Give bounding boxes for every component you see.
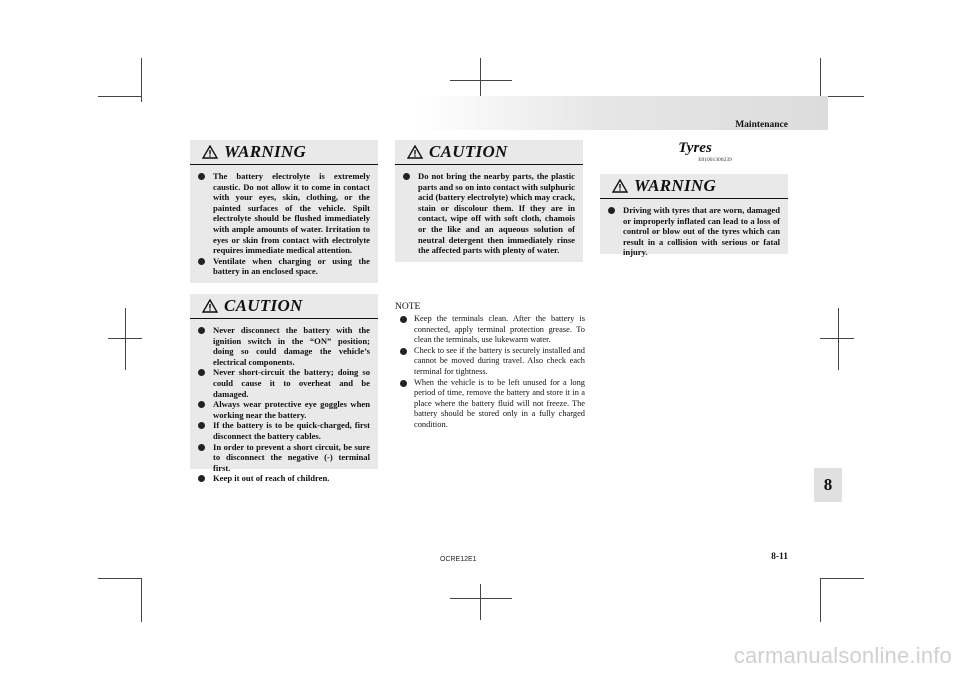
crop-mark bbox=[820, 578, 864, 579]
tyres-code: E01001300239 bbox=[698, 157, 732, 163]
crop-mark bbox=[838, 308, 839, 370]
page-number: 8-11 bbox=[771, 552, 788, 562]
bullet-icon bbox=[198, 444, 205, 451]
warning-triangle-icon bbox=[202, 299, 218, 313]
caution-header bbox=[190, 294, 378, 319]
bullet-icon bbox=[403, 173, 410, 180]
crop-mark bbox=[820, 338, 854, 339]
warning-header bbox=[190, 140, 378, 165]
crop-mark bbox=[98, 578, 142, 579]
crop-mark bbox=[450, 598, 512, 599]
bullet-icon bbox=[198, 258, 205, 265]
warning-title: WARNING bbox=[224, 142, 307, 161]
crop-mark bbox=[108, 338, 142, 339]
warning-list bbox=[190, 165, 378, 283]
tyres-heading: Tyres bbox=[678, 140, 712, 156]
bullet-icon bbox=[198, 401, 205, 408]
caution-header bbox=[395, 140, 583, 165]
warning-title: WARNING bbox=[634, 176, 717, 195]
caution-box-middle bbox=[395, 140, 583, 262]
bullet-icon bbox=[400, 316, 407, 323]
bullet-icon bbox=[198, 422, 205, 429]
bullet-icon bbox=[608, 207, 615, 214]
warning-triangle-icon bbox=[202, 145, 218, 159]
chapter-tab: 8 bbox=[814, 468, 842, 502]
crop-mark bbox=[125, 308, 126, 370]
list-item: Keep it out of reach of children. bbox=[198, 473, 370, 484]
list-item: The battery electrolyte is extremely caustic. Do not allow it to come in contact with your eyes, skin, clothing, or the painted surfaces of the vehicle. Spilt electrolyte should be flushed immediately with ample amounts of water. Irritation to eyes or skin from contact with electrolyte requires immediate medical attention. bbox=[198, 171, 370, 256]
note-label: NOTE bbox=[395, 302, 421, 312]
doc-code: OCRE12E1 bbox=[440, 556, 477, 563]
note-list bbox=[395, 314, 585, 431]
crop-mark bbox=[450, 80, 512, 81]
caution-title: CAUTION bbox=[224, 296, 303, 315]
bullet-icon bbox=[198, 327, 205, 334]
warning-triangle-icon bbox=[407, 145, 423, 159]
caution-list bbox=[190, 319, 378, 490]
list-item: Ventilate when charging or using the battery in an enclosed space. bbox=[198, 256, 370, 277]
crop-mark bbox=[141, 578, 142, 622]
crop-mark bbox=[820, 578, 821, 622]
warning-triangle-icon bbox=[612, 179, 628, 193]
caution-list bbox=[395, 165, 583, 262]
bullet-icon bbox=[400, 348, 407, 355]
list-item: Always wear protective eye goggles when working near the battery. bbox=[198, 399, 370, 420]
section-title: Maintenance bbox=[735, 120, 788, 130]
list-item: When the vehicle is to be left unused for a long period of time, remove the battery and store it in a place where the battery fluid will not freeze. The battery should be stored only in a fully charged condition. bbox=[395, 378, 585, 431]
list-item: Keep the terminals clean. After the battery is connected, apply terminal protection grease. To clean the terminals, use lukewarm water. bbox=[395, 314, 585, 346]
warning-box bbox=[190, 140, 378, 283]
watermark: carmanualsonline.info bbox=[733, 643, 952, 668]
tyres-warning-box bbox=[600, 174, 788, 258]
list-item: Never short-circuit the battery; doing so could cause it to overheat and be damaged. bbox=[198, 367, 370, 399]
crop-mark bbox=[480, 584, 481, 620]
crop-mark bbox=[98, 96, 142, 97]
caution-title: CAUTION bbox=[429, 142, 508, 161]
list-item: Driving with tyres that are worn, damaged or improperly inflated can lead to a loss of control or blow out of the tyres which can result in a collision with serious or fatal injury. bbox=[608, 205, 780, 258]
warning-header bbox=[600, 174, 788, 199]
list-item: If the battery is to be quick-charged, first disconnect the battery cables. bbox=[198, 420, 370, 441]
bullet-icon bbox=[400, 380, 407, 387]
bullet-icon bbox=[198, 173, 205, 180]
list-item: Do not bring the nearby parts, the plastic parts and so on into contact with sulphuric acid (battery electrolyte) which may crack, stain or discolour them. If they are in contact, wipe off with soft cloth, chamois or the like and an aqueous solution of neutral detergent then immediately rinse the affected parts with plenty of water. bbox=[403, 171, 575, 256]
warning-list bbox=[600, 199, 788, 264]
bullet-icon bbox=[198, 369, 205, 376]
list-item: Check to see if the battery is securely installed and cannot be moved during travel. Also check each terminal for tightness. bbox=[395, 346, 585, 378]
caution-box bbox=[190, 294, 378, 484]
list-item: Never disconnect the battery with the ignition switch in the “ON” position; doing so could damage the vehicle’s electrical components. bbox=[198, 325, 370, 367]
bullet-icon bbox=[198, 475, 205, 482]
list-item: In order to prevent a short circuit, be sure to disconnect the negative (-) terminal first. bbox=[198, 442, 370, 474]
